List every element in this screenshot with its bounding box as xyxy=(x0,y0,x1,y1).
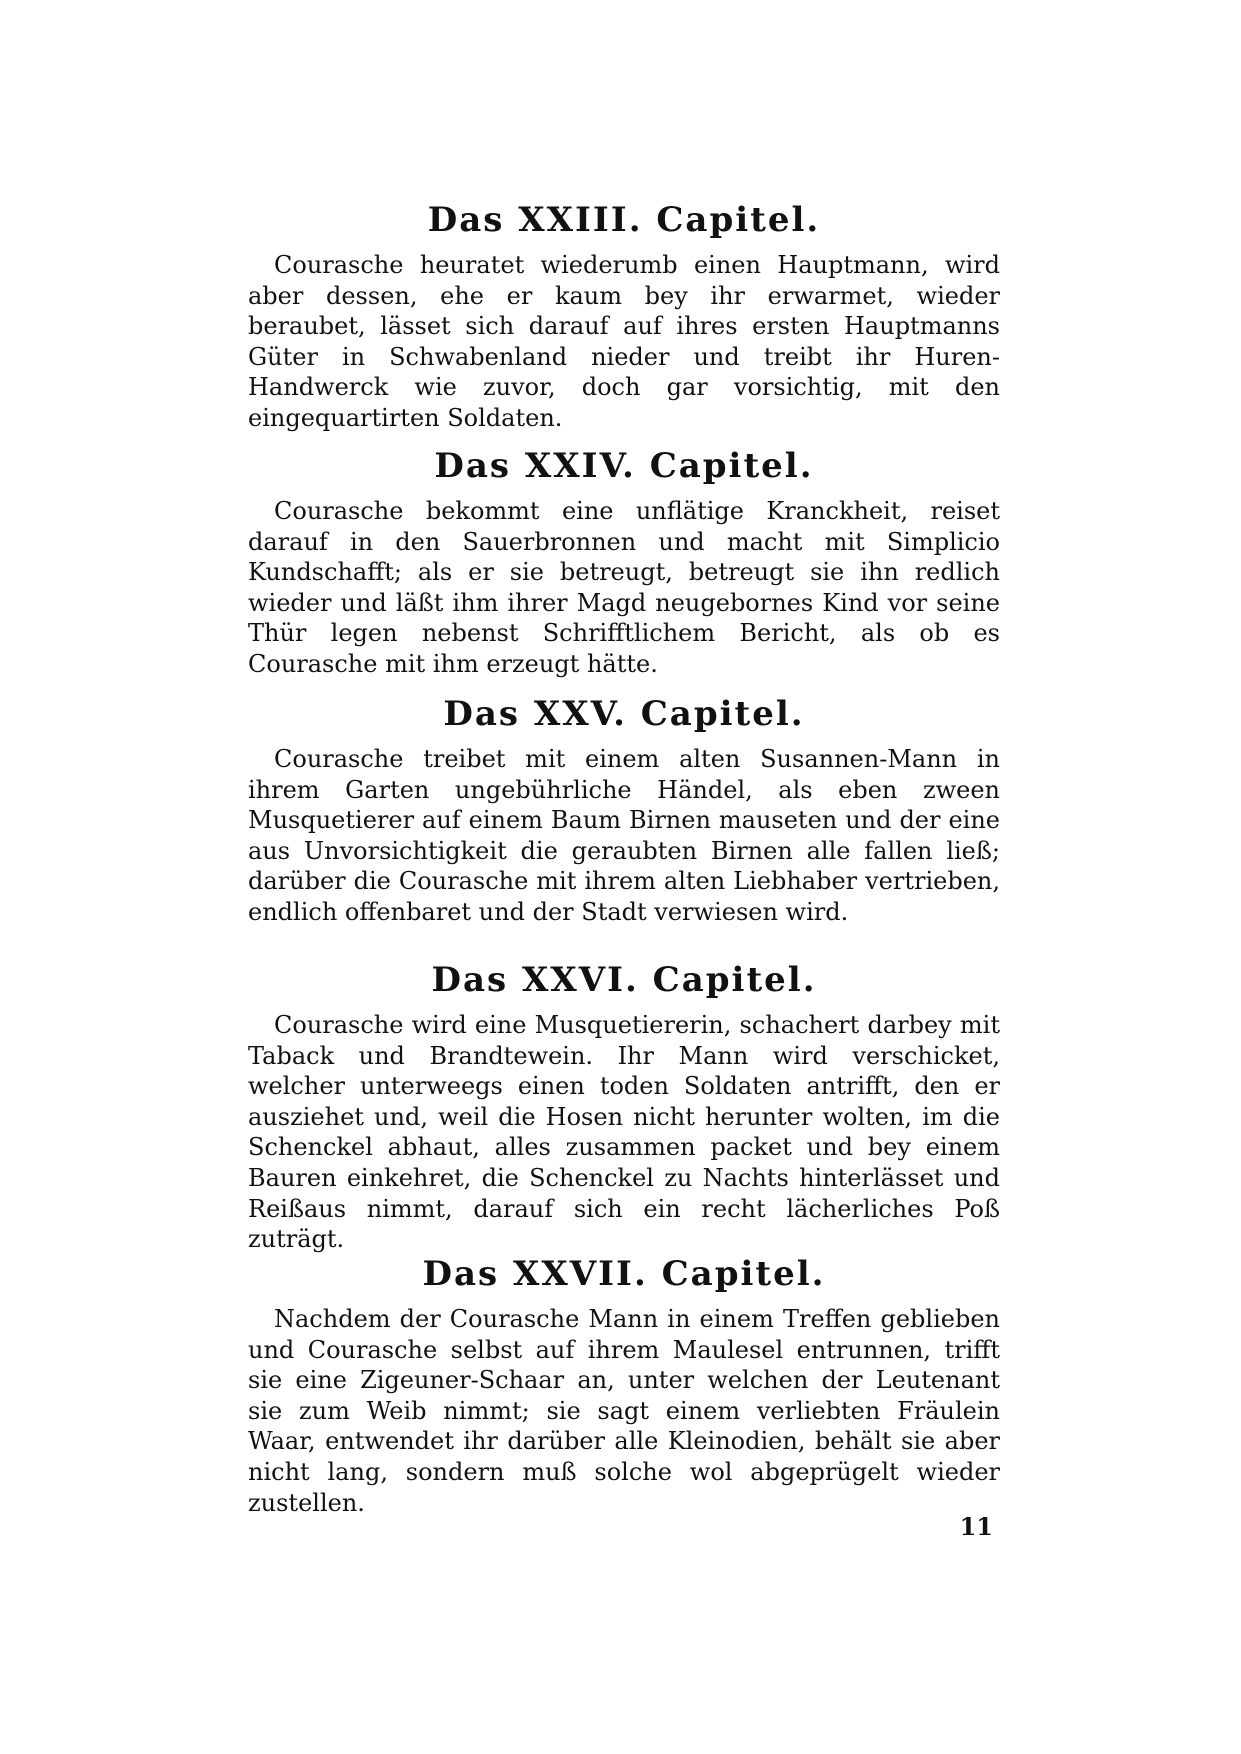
chapter-summary: Courasche wird eine Musquetiererin, schachert darbey mit Taback und Brandtewein. Ihr Mann wird verschicket, welcher unterweegs einen toden Soldaten antrifft, den er ausziehet und, weil die Hosen nicht herunter wolten, im die Schenckel abhaut, alles zusammen packet und bey einem Bauren einkehret, die Schenckel zu Nachts hinterlässet und Reißaus nimmt, darauf sich ein recht lächerliches Poß zuträgt. xyxy=(248,1011,1000,1254)
chapter-25 xyxy=(248,692,1000,928)
chapter-summary: Courasche treibet mit einem alten Susannen-Mann in ihrem Garten ungebührliche Händel, als eben zween Musquetierer auf einem Baum Birnen mauseten und der eine aus Unvorsichtigkeit die geraubten Birnen alle fallen ließ; darüber die Courasche mit ihrem alten Liebhaber vertrieben, endlich offenbaret und der Stadt verwiesen wird. xyxy=(248,745,1000,926)
page-number: 11 xyxy=(959,1512,993,1541)
chapter-heading: Das XXIV. Capitel. xyxy=(434,446,814,486)
chapter-summary: Nachdem der Courasche Mann in einem Treffen geblieben und Courasche selbst auf ihrem Maulesel entrunnen, trifft sie eine Zigeuner-Schaar an, unter welchen der Leutenant sie zum Weib nimmt; sie sagt einem verliebten Fräulein Waar, entwendet ihr darüber alle Kleinodien, behält sie aber nicht lang, sondern muß solche wol abgeprügelt wieder zustellen. xyxy=(248,1305,1000,1517)
chapter-summary: Courasche heuratet wiederumb einen Hauptmann, wird aber dessen, ehe er kaum bey ihr erwarmet, wieder beraubet, lässet sich darauf auf ihres ersten Hauptmanns Güter in Schwabenland nieder und treibt ihr Huren-Handwerck wie zuvor, doch gar vorsichtig, mit den eingequartirten Soldaten. xyxy=(248,251,1000,432)
chapter-heading: Das XXV. Capitel. xyxy=(443,694,805,734)
chapter-27 xyxy=(248,1252,1000,1518)
chapter-24 xyxy=(248,444,1000,680)
chapter-heading: Das XXVI. Capitel. xyxy=(431,960,817,1000)
chapter-heading: Das XXIII. Capitel. xyxy=(427,200,821,240)
chapter-23 xyxy=(248,198,1000,434)
chapter-26 xyxy=(248,958,1000,1255)
chapter-summary: Courasche bekommt eine unflätige Kranckheit, reiset darauf in den Sauerbronnen und macht mit Simplicio Kundschafft; als er sie betreugt, betreugt sie ihn redlich wieder und läßt ihm ihrer Magd neugebornes Kind vor seine Thür legen nebenst Schrifftlichem Bericht, als ob es Courasche mit ihm erzeugt hätte. xyxy=(248,497,1000,678)
chapter-heading: Das XXVII. Capitel. xyxy=(422,1254,826,1294)
